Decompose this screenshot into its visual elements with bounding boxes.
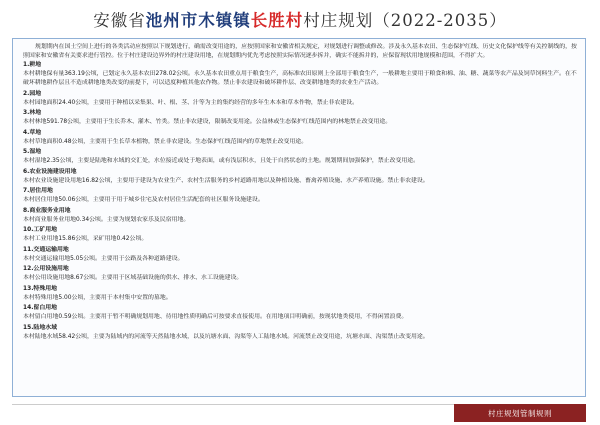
section-heading: 3.林地 — [23, 110, 42, 116]
section-heading: 11.交通运输用地 — [23, 246, 69, 253]
section-body: 本村交通运输用地5.05公顷。主要用于公路及各种道路建设。 — [23, 255, 184, 262]
section-body: 本村工业用地15.86公顷，采矿用地0.42公顷。 — [23, 236, 148, 242]
section-heading: 12.公用设施用地 — [23, 266, 69, 272]
title-village: 长胜村 — [250, 11, 304, 30]
section-body: 本村耕地保有量363.19公顷，已划定永久基本农田278.02公顷。永久基本农田重点用于粮食生产，高标准农田原则上全部用于粮食生产，一般耕地主要用于粮食和棉、油、糖、蔬菜等农产品及饲草饲料生产。在不破坏耕地耕作层且不造成耕地地类改变的前提下，可以适度种植其他农作物。禁止非农建设和破坏耕作层、改变耕地地类的农业生产活动。 — [23, 71, 577, 86]
section-body: 本村农业设施建设用地16.82公顷，主要用于建设为农业生产、农村生活服务的乡村道路用地以及种植设施、畜禽养殖设施、水产养殖设施。禁止非农建设。 — [23, 177, 429, 184]
page-title — [0, 0, 600, 38]
section-body: 本村居住用地50.06公顷，主要用于用于城乡住宅及农村居住生活配套的社区服务设施建设。 — [23, 197, 264, 203]
section-heading: 14.留白用地 — [23, 305, 57, 311]
section-body: 本村商业服务业用地0.34公顷。主要为规划农家乐及民宿用地。 — [23, 216, 190, 223]
section-heading: 1.耕地 — [23, 62, 42, 68]
section-heading: 2.园地 — [23, 90, 42, 97]
sections-list — [23, 61, 579, 342]
section-body: 本村园地面积24.40公顷，主要用于种植以采集果、叶、根、茎、汁等为主的集约经营的多年生木本和草本作物，禁止非农建设。 — [23, 99, 358, 106]
section-heading: 7.居住用地 — [23, 188, 53, 194]
section-heading: 5.湿地 — [23, 149, 42, 155]
title-prefix: 安徽省 — [93, 11, 146, 30]
title-years: （2022-2035） — [373, 11, 507, 30]
section-body: 本村公用设施用地8.67公顷。主要用于区域基础设施的供水、排水、水工设施建设。 — [23, 275, 243, 281]
rules-panel — [12, 38, 586, 397]
section-body: 本村林地591.78公顷，主要用于生长乔木、灌木、竹类。禁止非农建设，限制改变用途。公益林或生态保护红线范围内的林地禁止改变用途。 — [23, 119, 392, 125]
title-county: 池州市木镇镇 — [145, 11, 251, 30]
section-heading: 4.草地 — [23, 129, 42, 136]
title-suffix: 村庄规划 — [303, 11, 374, 30]
section-heading: 10.工矿用地 — [23, 227, 57, 233]
section-body: 本村草地面积0.48公顷，主要用于生长草本植物，禁止非农建设。生态保护红线范围内的草地禁止改变用途。 — [23, 138, 308, 145]
intro-paragraph: 规划期内在国土空间上进行的各类活动应按照以下规划进行，确需改变用途的，应按照国家和安徽省相关规定，对规划进行调整或修改。涉及永久基本农田、生态保护红线、历史文化保护线等有关控制线的，按照国家和安徽省有关要求进行管控。位于村庄建设边界外的村庄建设用地，在规划期内优先考虑按照实际情况逐步拆并，确实不能拆并的，应保留现状用地规模和范围，不得扩大。 — [23, 44, 577, 59]
section-body: 本村湿地2.35公顷，主要是陆地和水域的交汇处，水位接近或处于地表面，或有浅层积水，且处于自然状态的土地。规划期间加强保护，禁止改变用途。 — [23, 158, 420, 164]
section-heading: 8.商业服务业用地 — [23, 207, 71, 214]
rules-content — [23, 43, 579, 343]
section-heading: 13.特殊用地 — [23, 285, 57, 292]
section-body: 本村留白用地0.59公顷。主要用于暂不明确规划用地、待用地性质明确后可按要求直接使用。在用地项目明确前，按现状地类使用，不得闲置浪费。 — [23, 314, 408, 320]
section-body: 本村陆地水域58.42公顷，主要为陆域内的河流等天然陆地水域，以及坑塘水面、沟渠等人工陆地水域。河流禁止改变用途，坑塘水面、沟渠禁止改变用途。 — [23, 333, 429, 340]
footer-tag: 村庄规划管制规则 — [454, 404, 586, 422]
section-body: 本村特殊用地5.00公顷，主要用于本村集中安置的墓地。 — [23, 294, 172, 301]
section-heading: 15.陆地水域 — [23, 324, 57, 331]
section-heading: 6.农业设施建设用地 — [23, 168, 77, 175]
